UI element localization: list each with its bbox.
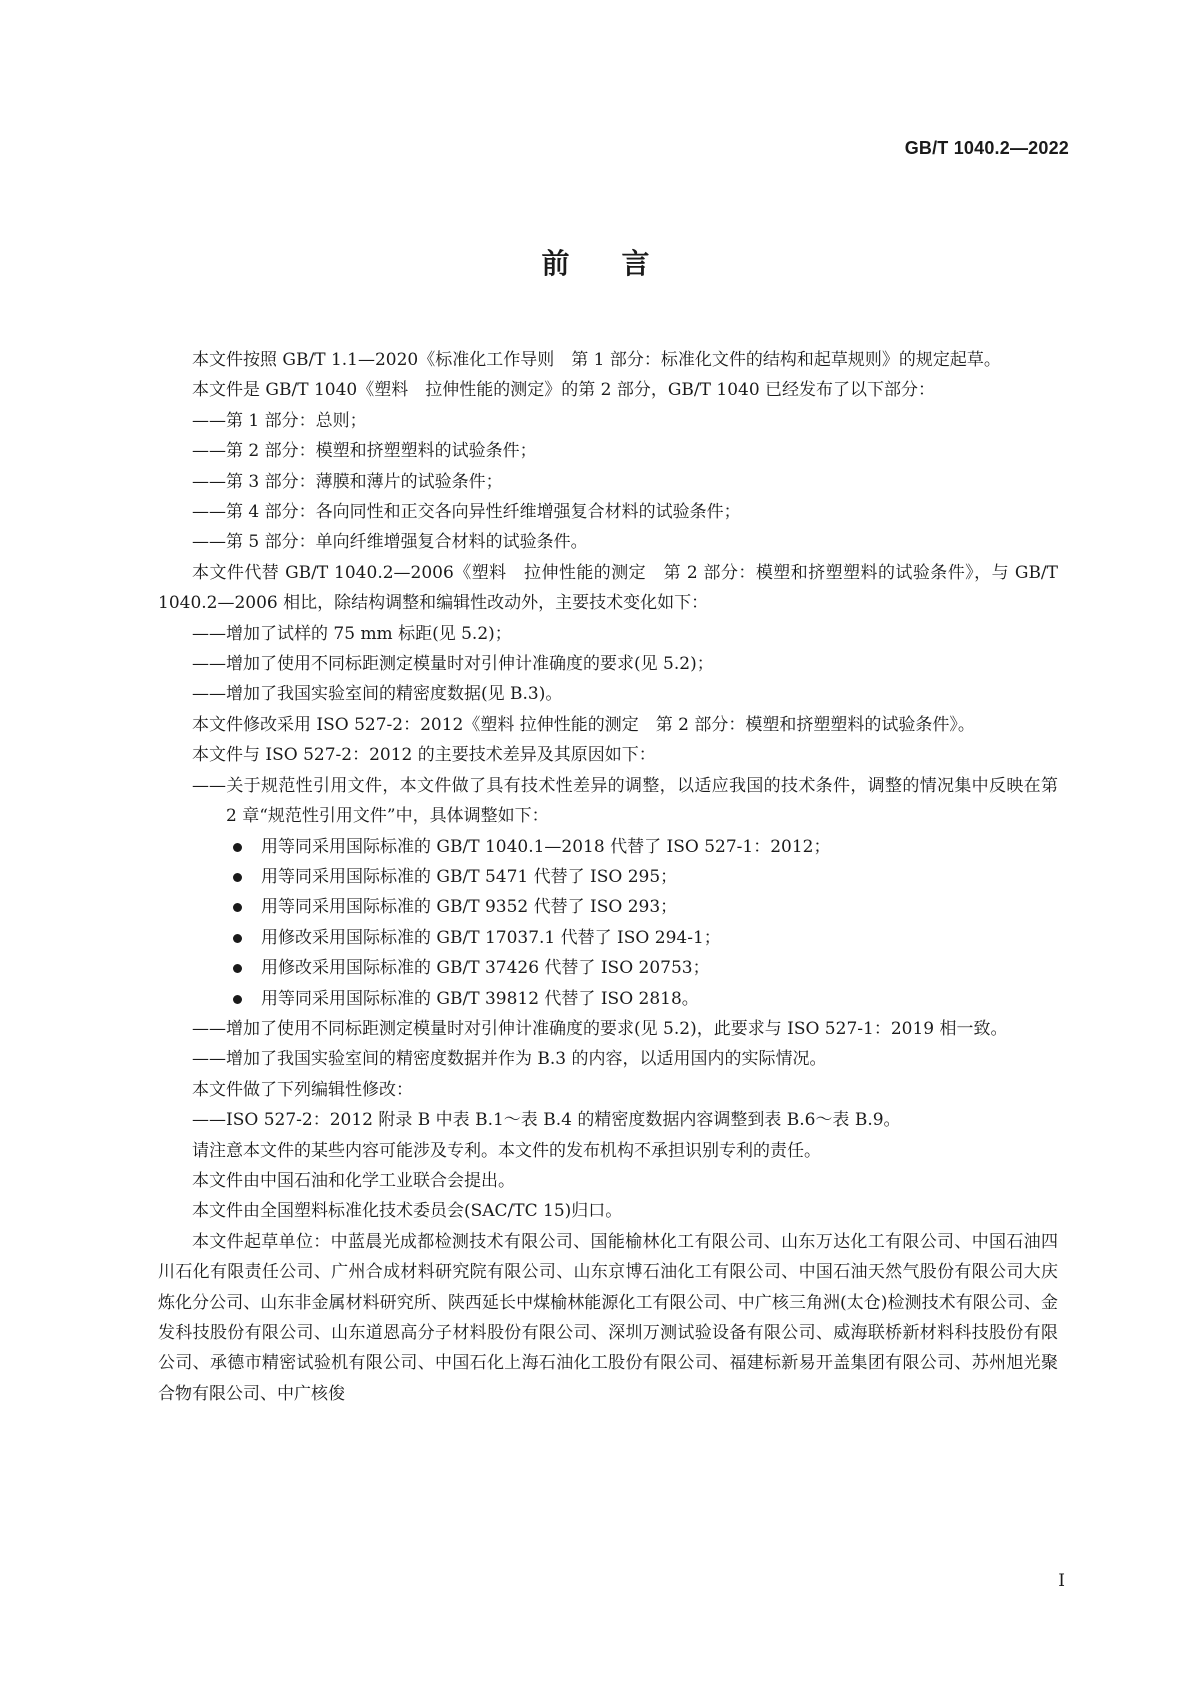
paragraph-patent-notice: 请注意本文件的某些内容可能涉及专利。本文件的发布机构不承担识别专利的责任。 xyxy=(192,1140,821,1161)
bullet-text: 用等同采用国际标准的 GB/T 9352 代替了 ISO 293； xyxy=(261,897,678,918)
list-item-editorial: ——ISO 527-2：2012 附录 B 中表 B.1～表 B.4 的精密度数据内容调整到表 B.6～表 B.9。 xyxy=(192,1110,901,1131)
bullet-text: 用修改采用国际标准的 GB/T 37426 代替了 ISO 20753； xyxy=(261,958,710,979)
list-item-part: ——第 2 部分：模塑和挤塑塑料的试验条件； xyxy=(192,441,537,462)
bullet-text: 用等同采用国际标准的 GB/T 1040.1—2018 代替了 ISO 527-1：2012； xyxy=(261,836,831,857)
bullet-icon xyxy=(233,873,242,882)
bullet-icon xyxy=(233,903,242,912)
list-item-part: ——第 1 部分：总则； xyxy=(192,410,367,431)
document-body xyxy=(158,345,1058,1409)
bullet-item xyxy=(158,984,1058,1014)
list-item-difference: ——关于规范性引用文件，本文件做了具有技术性差异的调整，以适应我国的技术条件，调整的情况集中反映在第 2 章“规范性引用文件”中，具体调整如下： xyxy=(192,775,1058,827)
standard-code: GB/T 1040.2—2022 xyxy=(904,138,1069,158)
list-item-part: ——第 3 部分：薄膜和薄片的试验条件； xyxy=(192,471,503,492)
bullet-item xyxy=(158,953,1058,983)
paragraph-series-intro: 本文件是 GB/T 1040《塑料 拉伸性能的测定》的第 2 部分，GB/T 1040 已经发布了以下部分： xyxy=(192,380,936,401)
paragraph-editorial-intro: 本文件做了下列编辑性修改： xyxy=(192,1079,413,1100)
bullet-icon xyxy=(233,995,242,1004)
bullet-item xyxy=(158,892,1058,922)
page-number: I xyxy=(1058,1571,1065,1591)
bullet-item xyxy=(158,923,1058,953)
paragraph-committee: 本文件由全国塑料标准化技术委员会(SAC/TC 15)归口。 xyxy=(192,1201,623,1222)
paragraph-replacement: 本文件代替 GB/T 1040.2—2006《塑料 拉伸性能的测定 第 2 部分：模塑和挤塑塑料的试验条件》，与 GB/T 1040.2—2006 相比，除结构调整和编辑性改动外，主要技术变化如下： xyxy=(158,562,1058,614)
list-item-part: ——第 4 部分：各向同性和正交各向异性纤维增强复合材料的试验条件； xyxy=(192,502,741,523)
paragraph-adoption: 本文件修改采用 ISO 527-2：2012《塑料 拉伸性能的测定 第 2 部分：模塑和挤塑塑料的试验条件》。 xyxy=(192,714,975,735)
list-item-part: ——第 5 部分：单向纤维增强复合材料的试验条件。 xyxy=(192,532,588,553)
paragraph-drafting-units: 本文件起草单位：中蓝晨光成都检测技术有限公司、国能榆林化工有限公司、山东万达化工有限公司、中国石油四川石化有限责任公司、广州合成材料研究院有限公司、山东京博石油化工有限公司、中国石油天然气股份有限公司大庆炼化分公司、山东非金属材料研究所、陕西延长中煤榆林能源化工有限公司、中广核三角洲(太仓)检测技术有限公司、金发科技股份有限公司、山东道恩高分子材料股份有限公司、深圳万测试验设备有限公司、威海联桥新材料科技股份有限公司、承德市精密试验机有限公司、中国石化上海石油化工股份有限公司、福建标新易开盖集团有限公司、苏州旭光聚合物有限公司、中广核俊 xyxy=(158,1231,1058,1404)
bullet-text: 用修改采用国际标准的 GB/T 17037.1 代替了 ISO 294-1； xyxy=(261,927,721,948)
list-item-difference: ——增加了我国实验室间的精密度数据并作为 B.3 的内容，以适用国内的实际情况。 xyxy=(192,1049,827,1070)
paragraph-proposer: 本文件由中国石油和化学工业联合会提出。 xyxy=(192,1170,515,1191)
list-item-difference: ——增加了使用不同标距测定模量时对引伸计准确度的要求(见 5.2)，此要求与 ISO 527-1：2019 相一致。 xyxy=(192,1018,1008,1039)
bullet-item xyxy=(158,832,1058,862)
bullet-icon xyxy=(233,934,242,943)
paragraph-differences-intro: 本文件与 ISO 527-2：2012 的主要技术差异及其原因如下： xyxy=(192,745,656,766)
list-item-change: ——增加了使用不同标距测定模量时对引伸计准确度的要求(见 5.2)； xyxy=(192,654,714,675)
bullet-text: 用等同采用国际标准的 GB/T 39812 代替了 ISO 2818。 xyxy=(261,988,699,1009)
list-item-change: ——增加了我国实验室间的精密度数据(见 B.3)。 xyxy=(192,684,563,705)
bullet-icon xyxy=(233,843,242,852)
bullet-icon xyxy=(233,964,242,973)
bullet-text: 用等同采用国际标准的 GB/T 5471 代替了 ISO 295； xyxy=(261,866,678,887)
page-title: 前言 xyxy=(541,247,702,280)
paragraph-drafting-rules: 本文件按照 GB/T 1.1—2020《标准化工作导则 第 1 部分：标准化文件的结构和起草规则》的规定起草。 xyxy=(192,350,1001,370)
list-item-change: ——增加了试样的 75 mm 标距(见 5.2)； xyxy=(192,623,512,644)
bullet-item xyxy=(158,862,1058,892)
